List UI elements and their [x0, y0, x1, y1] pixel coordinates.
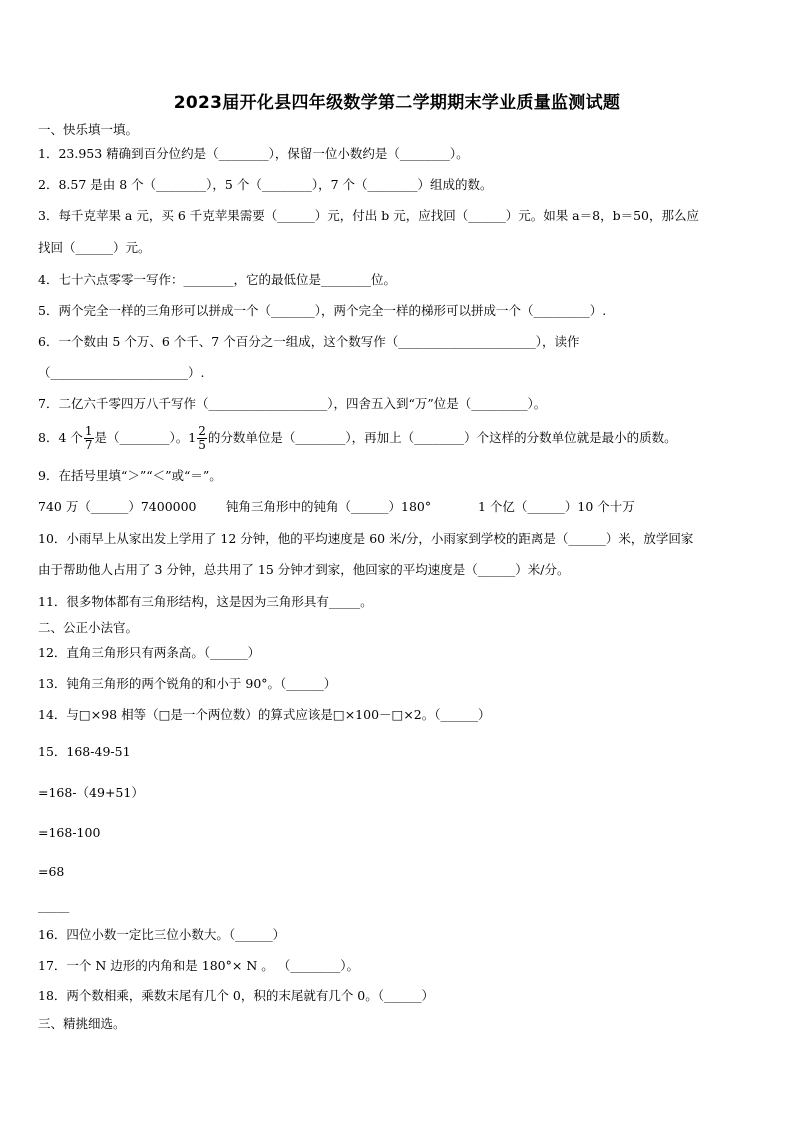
question-17: 17．一个 N 边形的内角和是 180°× N 。 （________）。: [38, 958, 359, 973]
question-8-suffix: 的分数单位是（________），再加上（________）个这样的分数单位就是最小的质数。: [207, 430, 677, 445]
question-3-line-2: 找回（______）元。: [38, 240, 151, 255]
question-10-line-2: 由于帮助他人占用了 3 分钟，总共用了 15 分钟才到家，他回家的平均速度是（______）米/分。: [38, 562, 570, 577]
section-heading-3: 三、精挑细选。: [38, 1016, 126, 1031]
question-2: 2．8.57 是由 8 个（________），5 个（________），7 个（________）组成的数。: [38, 177, 493, 192]
question-1: 1．23.953 精确到百分位约是（________），保留一位小数约是（________）。: [38, 146, 469, 161]
fraction-two-fifths: [197, 425, 207, 452]
section-heading-1: 一、快乐填一填。: [38, 122, 139, 137]
fraction-denominator: 7: [84, 438, 93, 452]
question-5: 5．两个完全一样的三角形可以拼成一个（_______），两个完全一样的梯形可以拼成一个（_________）.: [38, 303, 607, 318]
question-10-line-1: 10．小雨早上从家出发上学用了 12 分钟，他的平均速度是 60 米/分，小雨家到学校的距离是（______）米，放学回家: [38, 531, 694, 546]
fraction-numerator: 1: [84, 424, 93, 438]
question-14: 14．与□×98 相等（□是一个两位数）的算式应该是□×100－□×2。（______）: [38, 707, 491, 722]
question-18: 18．两个数相乘，乘数末尾有几个 0，积的末尾就有几个 0。（______）: [38, 988, 435, 1003]
question-9-item-b: 钝角三角形中的钝角（______）180°: [226, 499, 432, 514]
question-16: 16．四位小数一定比三位小数大。（______）: [38, 927, 286, 942]
question-7: 7．二亿六千零四万八千写作（___________________），四舍五入到“万”位是（_________）。: [38, 396, 547, 411]
question-15-line-4: =68: [38, 864, 65, 879]
question-13: 13．钝角三角形的两个锐角的和小于 90°。（______）: [38, 676, 337, 691]
question-15-line-1: 15．168-49-51: [38, 744, 131, 759]
question-12: 12．直角三角形只有两条高。（______）: [38, 645, 261, 660]
fraction-numerator: 2: [198, 424, 206, 438]
question-15-line-3: =168-100: [38, 825, 101, 840]
answer-blank: _____: [38, 898, 70, 913]
fraction-denominator: 5: [198, 438, 206, 452]
question-4: 4．七十六点零零一写作：________，它的最低位是________位。: [38, 272, 396, 287]
fraction-one-seventh: [84, 425, 94, 452]
mixed-number-whole: 1: [188, 430, 197, 445]
question-8-middle: 是（________）。: [94, 430, 189, 445]
question-3-line-1: 3．每千克苹果 a 元，买 6 千克苹果需要（______）元，付出 b 元，应找回（______）元。如果 a＝8，b＝50，那么应: [38, 208, 699, 223]
question-6-line-1: 6．一个数由 5 个万、6 个千、7 个百分之一组成，这个数写作（______________________），读作: [38, 334, 580, 349]
section-heading-2: 二、公正小法官。: [38, 620, 139, 635]
question-9-item-a: 740 万（______）7400000: [38, 499, 197, 514]
question-6-line-2: （______________________）.: [38, 365, 205, 380]
question-8: [38, 424, 677, 452]
page-title: 2023届开化县四年级数学第二学期期末学业质量监测试题: [173, 93, 621, 113]
question-9-item-c: 1 个亿（______）10 个十万: [478, 499, 635, 514]
question-11: 11．很多物体都有三角形结构，这是因为三角形具有_____。: [38, 594, 373, 609]
question-8-prefix: 8．4 个: [38, 430, 83, 445]
question-9: 9．在括号里填“＞”“＜”或“＝”。: [38, 468, 222, 483]
question-15-line-2: =168-（49+51）: [38, 785, 144, 800]
